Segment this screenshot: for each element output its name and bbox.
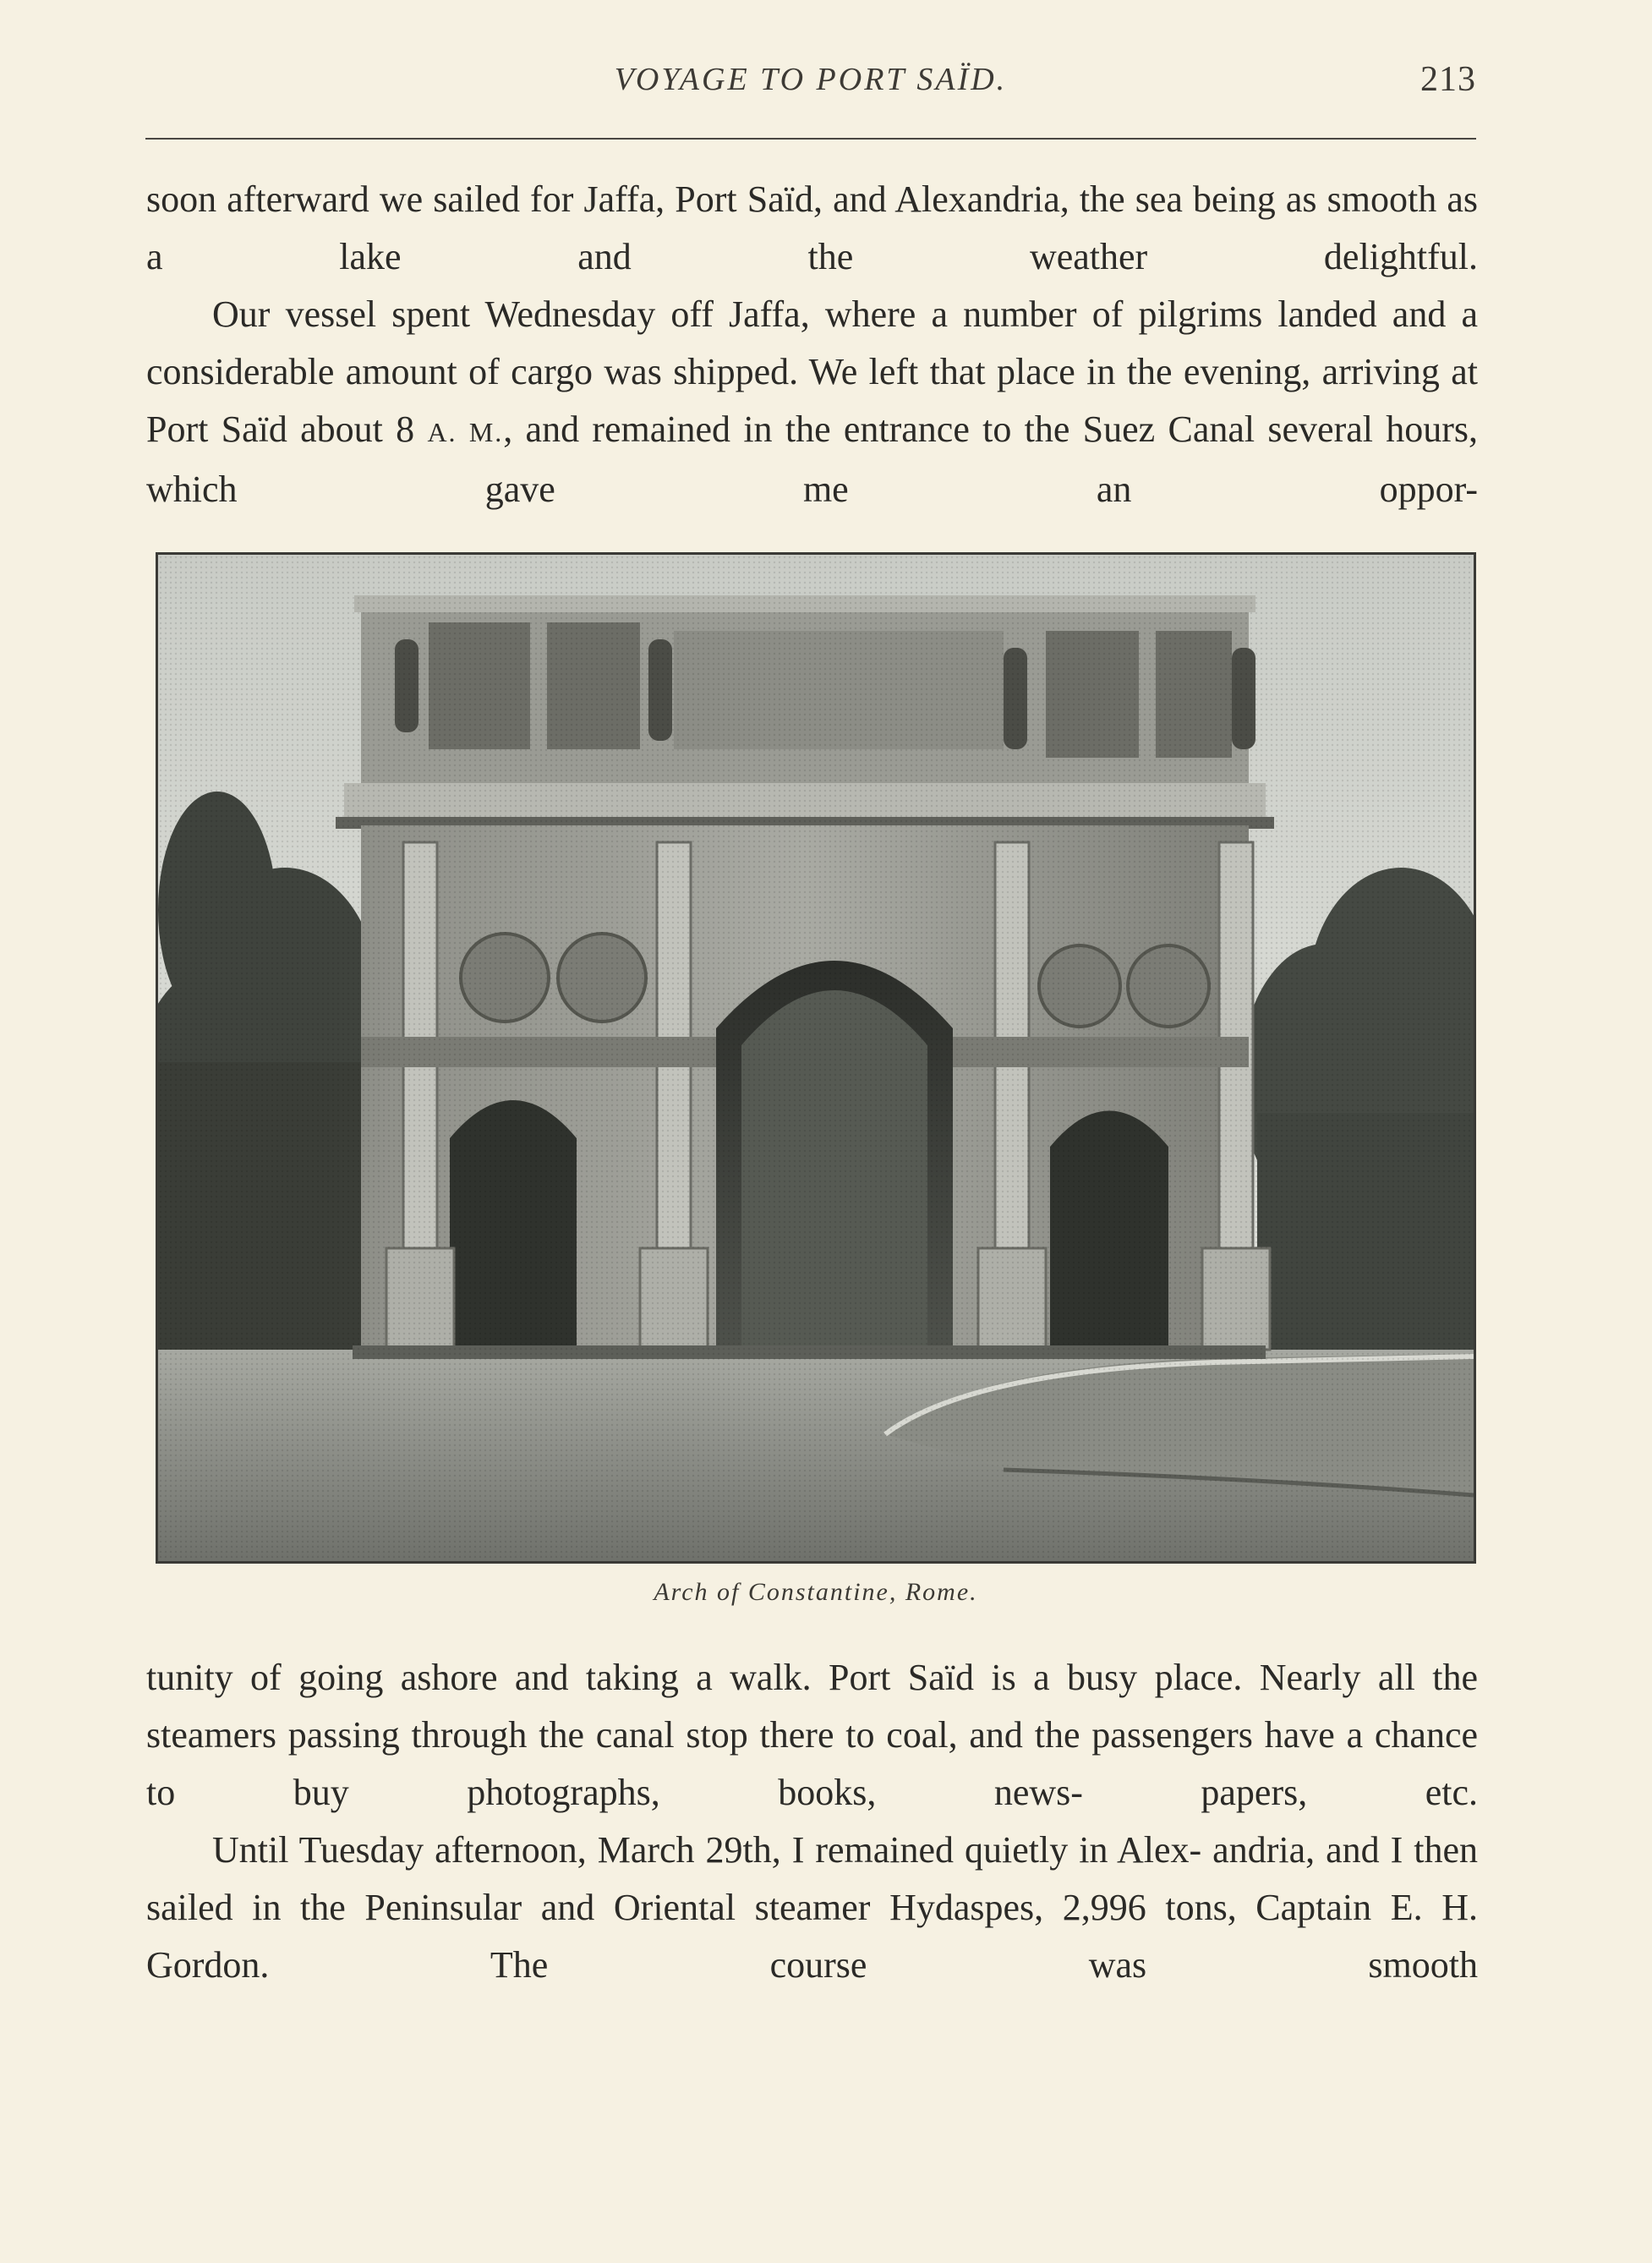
running-title: VOYAGE TO PORT SAÏD. xyxy=(614,62,1008,97)
paragraph-continued xyxy=(146,1649,1478,1822)
paragraph xyxy=(146,1822,1478,1994)
text-line: being as smooth as a lake and the weather delightful. xyxy=(146,178,1478,277)
paragraph-continued xyxy=(146,171,1478,286)
text-line: Nearly all the steamers passing through the canal stop there to coal, xyxy=(146,1657,1478,1756)
text-line: Our vessel spent Wednesday off Jaffa, where a number of pilgrims xyxy=(212,293,1263,335)
text-block-bottom xyxy=(146,1649,1478,1994)
text-line: Until Tuesday afternoon, March 29th, I remained quietly in Alex- xyxy=(212,1829,1202,1871)
time-abbreviation: A. M. xyxy=(427,417,504,447)
text-line: and the passengers have a chance to buy photographs, books, news- xyxy=(146,1714,1479,1813)
text-line: tunity of going ashore and taking a walk. Port Saïd is a busy place. xyxy=(146,1657,1243,1698)
text-line: papers, etc. xyxy=(1201,1772,1478,1813)
text-line: Hydaspes, 2,996 tons, Captain E. H. Gordon. The course was smooth xyxy=(146,1887,1479,1986)
header-rule xyxy=(145,138,1476,140)
text-line: andria, and I then sailed in the Peninsular and Oriental steamer xyxy=(146,1829,1478,1928)
figure-caption: Arch of Constantine, Rome. xyxy=(654,1578,978,1606)
text-line: soon afterward we sailed for Jaffa, Port Saïd, and Alexandria, the sea xyxy=(146,178,1183,220)
arch-illustration xyxy=(158,555,1474,1561)
text-block-top xyxy=(146,171,1478,518)
paragraph xyxy=(146,286,1478,518)
text-line: , and remained in xyxy=(503,408,773,450)
running-head xyxy=(145,52,1476,103)
arch-photograph xyxy=(156,552,1476,1564)
text-line: place in the evening, arriving at Port Saïd about 8 xyxy=(146,351,1478,450)
text-line: the entrance to the Suez Canal several hours, which gave me an oppor- xyxy=(146,408,1479,510)
text-line: landed and a considerable amount of cargo was shipped. We left that xyxy=(146,293,1478,392)
page-number: 213 xyxy=(1420,60,1476,99)
